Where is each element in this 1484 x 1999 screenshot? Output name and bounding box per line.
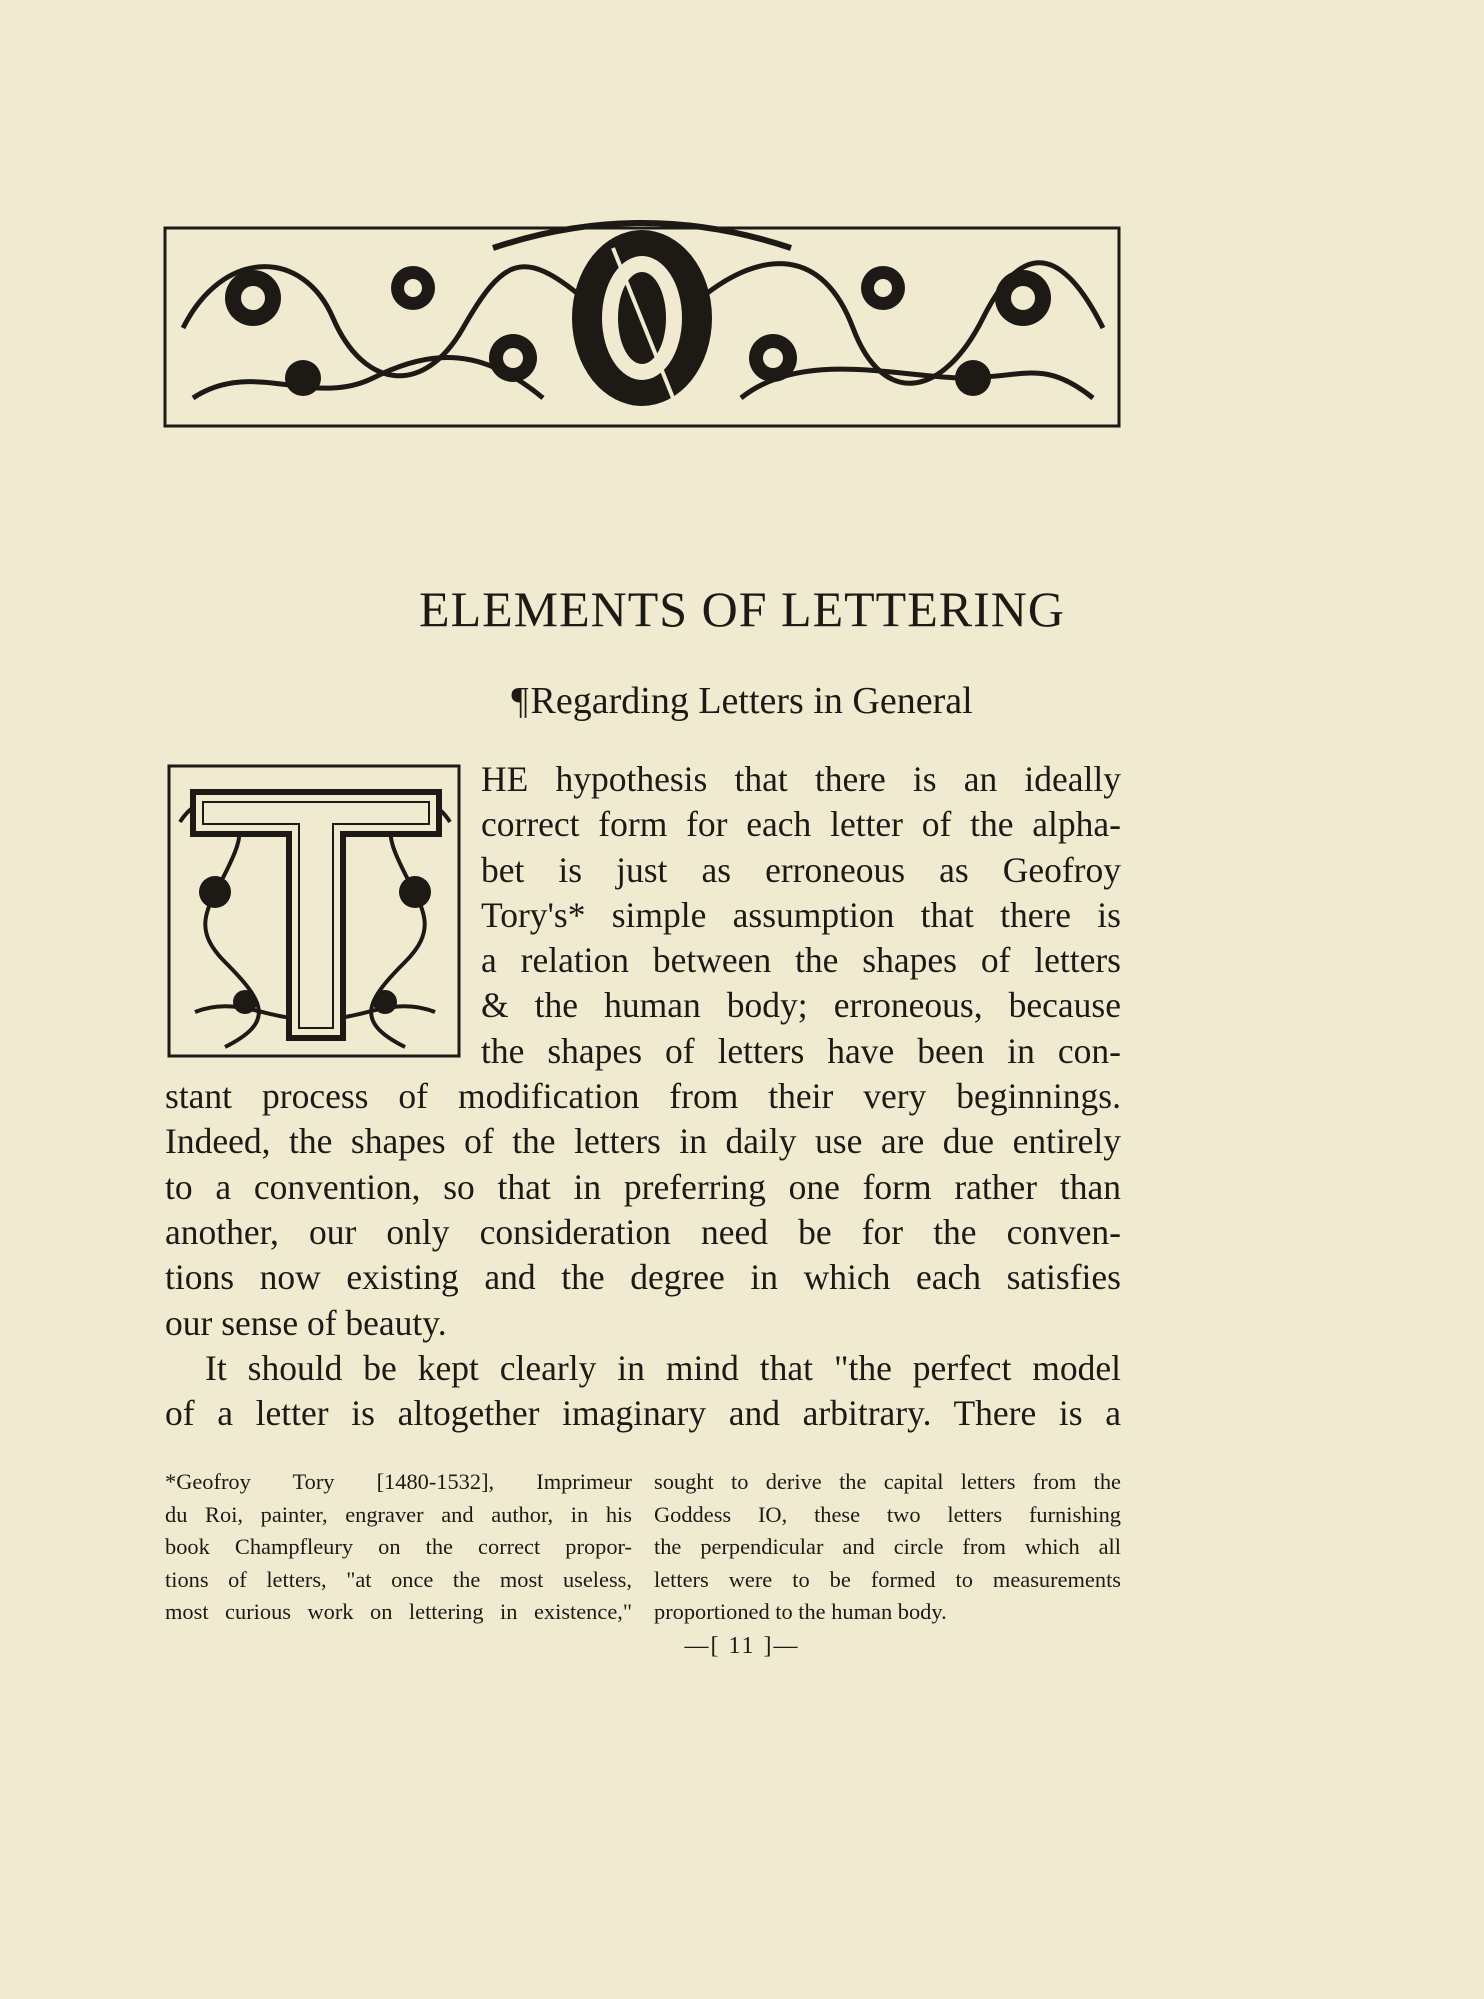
floral-headpiece-icon (163, 208, 1121, 430)
text-line: correct form for each letter of the alpha- (481, 804, 1121, 845)
text-line: of a letter is altogether imaginary and arbitrary. There is a (165, 1393, 1121, 1434)
footnote-line: most curious work on lettering in existence," (165, 1599, 632, 1625)
footnote-line: Goddess IO, these two letters furnishing (654, 1501, 1121, 1527)
text-line: to a convention, so that in preferring one form rather than (165, 1166, 1121, 1207)
section-heading-text: Regarding Letters in General (530, 680, 973, 722)
section-heading (0, 676, 1484, 726)
pilcrow-icon: ¶ (511, 680, 529, 722)
page-title: ELEMENTS OF LETTERING (419, 581, 1065, 637)
footnote-line: *Geofroy Tory [1480-1532], Imprimeur (165, 1469, 632, 1494)
text-line: another, our only consideration need be for the conven- (165, 1211, 1121, 1252)
text-line: tions now existing and the degree in which each satisfies (165, 1257, 1121, 1298)
text-line: HE hypothesis that there is an ideally (481, 759, 1121, 799)
page-number: —[ 11 ]— (684, 1633, 800, 1659)
text-line: & the human body; erroneous, because (481, 985, 1121, 1026)
text-line: Tory's* simple assumption that there is (481, 894, 1121, 935)
footnote-line: the perpendicular and circle from which all (654, 1534, 1121, 1560)
footnote-line: du Roi, painter, engraver and author, in his (165, 1501, 632, 1527)
footnote-line: tions of letters, "at once the most useless, (165, 1566, 632, 1592)
footnote-line: proportioned to the human body. (654, 1599, 947, 1625)
text-line: It should be kept clearly in mind that "the perfect model (205, 1347, 1121, 1388)
footnotes (165, 1466, 1121, 1629)
footnote-line: book Champfleury on the correct propor- (165, 1534, 632, 1560)
text-line: a relation between the shapes of letters (481, 940, 1121, 981)
text-line: the shapes of letters have been in con- (481, 1030, 1121, 1071)
footnote-line: sought to derive the capital letters from the (654, 1469, 1121, 1494)
text-line: stant process of modification from their very beginnings. (165, 1076, 1121, 1117)
footnote-line: letters were to be formed to measurements (654, 1566, 1121, 1592)
footnote-column-right (654, 1466, 1121, 1629)
footnote-column-left (165, 1466, 632, 1629)
text-line: our sense of beauty. (165, 1302, 447, 1343)
body-text (165, 757, 1121, 1436)
text-line: Indeed, the shapes of the letters in daily use are due entirely (165, 1121, 1121, 1162)
text-line: bet is just as erroneous as Geofroy (481, 849, 1121, 890)
